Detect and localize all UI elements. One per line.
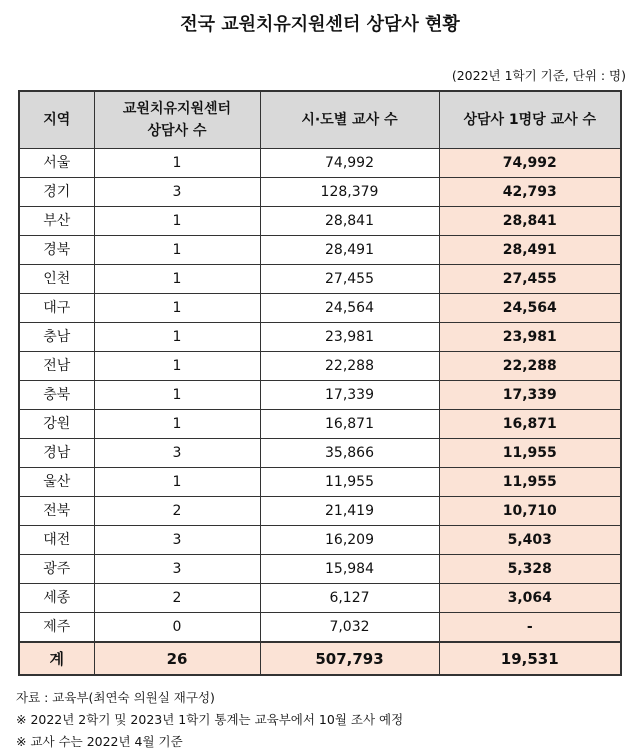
cell-region: 제주 (19, 613, 94, 643)
footnote-teacher-count: ※ 교사 수는 2022년 4월 기준 (16, 734, 183, 749)
cell-per-counselor: 24,564 (439, 294, 621, 323)
cell-counselors: 1 (94, 207, 260, 236)
cell-counselors: 1 (94, 236, 260, 265)
cell-per-counselor: 16,871 (439, 410, 621, 439)
table-header-row (19, 91, 621, 149)
cell-region: 부산 (19, 207, 94, 236)
cell-teachers: 11,955 (260, 468, 439, 497)
footnote-survey: ※ 2022년 2학기 및 2023년 1학기 통계는 교육부에서 10월 조사 예정 (16, 712, 404, 727)
cell-counselors: 1 (94, 468, 260, 497)
header-counselors (94, 91, 260, 149)
header-region: 지역 (19, 91, 94, 149)
header-per-counselor: 상담사 1명당 교사 수 (439, 91, 621, 149)
cell-per-counselor: 17,339 (439, 381, 621, 410)
cell-counselors: 1 (94, 323, 260, 352)
page-title: 전국 교원치유지원센터 상담사 현황 (180, 14, 460, 35)
cell-teachers: 24,564 (260, 294, 439, 323)
table-row (19, 381, 621, 410)
cell-teachers: 27,455 (260, 265, 439, 294)
table-row (19, 294, 621, 323)
cell-teachers: 21,419 (260, 497, 439, 526)
unit-note: (2022년 1학기 기준, 단위 : 명) (451, 68, 626, 83)
cell-teachers: 23,981 (260, 323, 439, 352)
cell-per-counselor: 42,793 (439, 178, 621, 207)
cell-per-counselor: 28,841 (439, 207, 621, 236)
table-row (19, 555, 621, 584)
header-counselors-line1: 교원치유지원센터 (122, 101, 232, 117)
total-counselors: 26 (94, 642, 260, 675)
cell-teachers: 16,871 (260, 410, 439, 439)
table-row (19, 149, 621, 178)
table-row (19, 207, 621, 236)
table-row (19, 178, 621, 207)
cell-counselors: 3 (94, 555, 260, 584)
cell-counselors: 1 (94, 381, 260, 410)
cell-teachers: 15,984 (260, 555, 439, 584)
cell-teachers: 28,841 (260, 207, 439, 236)
cell-per-counselor: 74,992 (439, 149, 621, 178)
cell-per-counselor: 10,710 (439, 497, 621, 526)
cell-region: 대전 (19, 526, 94, 555)
cell-counselors: 3 (94, 178, 260, 207)
cell-counselors: 3 (94, 526, 260, 555)
table-row (19, 410, 621, 439)
cell-per-counselor: 22,288 (439, 352, 621, 381)
cell-region: 전남 (19, 352, 94, 381)
cell-counselors: 3 (94, 439, 260, 468)
cell-region: 충남 (19, 323, 94, 352)
cell-region: 경기 (19, 178, 94, 207)
total-teachers: 507,793 (260, 642, 439, 675)
cell-counselors: 2 (94, 584, 260, 613)
cell-region: 경북 (19, 236, 94, 265)
cell-teachers: 35,866 (260, 439, 439, 468)
header-teachers: 시·도별 교사 수 (260, 91, 439, 149)
table-row (19, 584, 621, 613)
cell-counselors: 1 (94, 410, 260, 439)
table-row (19, 265, 621, 294)
total-region: 계 (19, 642, 94, 675)
cell-region: 세종 (19, 584, 94, 613)
cell-region: 인천 (19, 265, 94, 294)
total-per-counselor: 19,531 (439, 642, 621, 675)
table-body (19, 149, 621, 643)
table-row (19, 439, 621, 468)
source-note: 자료 : 교육부(최연숙 의원실 재구성) (16, 690, 215, 705)
cell-teachers: 22,288 (260, 352, 439, 381)
table-row (19, 236, 621, 265)
table-row (19, 352, 621, 381)
table-row (19, 497, 621, 526)
cell-counselors: 1 (94, 265, 260, 294)
cell-per-counselor: 5,403 (439, 526, 621, 555)
cell-teachers: 28,491 (260, 236, 439, 265)
cell-teachers: 6,127 (260, 584, 439, 613)
cell-per-counselor: 3,064 (439, 584, 621, 613)
header-counselors-line2: 상담사 수 (147, 123, 207, 139)
cell-region: 경남 (19, 439, 94, 468)
cell-per-counselor: 5,328 (439, 555, 621, 584)
cell-region: 충북 (19, 381, 94, 410)
total-row (19, 642, 621, 675)
table-row (19, 526, 621, 555)
table-row (19, 323, 621, 352)
cell-region: 울산 (19, 468, 94, 497)
table-row (19, 468, 621, 497)
table-row (19, 613, 621, 643)
cell-counselors: 0 (94, 613, 260, 643)
cell-region: 광주 (19, 555, 94, 584)
footnotes (16, 687, 403, 753)
cell-region: 강원 (19, 410, 94, 439)
cell-teachers: 7,032 (260, 613, 439, 643)
cell-per-counselor: 11,955 (439, 468, 621, 497)
cell-per-counselor: 27,455 (439, 265, 621, 294)
cell-per-counselor: 11,955 (439, 439, 621, 468)
cell-per-counselor: - (439, 613, 621, 643)
cell-counselors: 1 (94, 149, 260, 178)
cell-per-counselor: 23,981 (439, 323, 621, 352)
cell-counselors: 1 (94, 294, 260, 323)
cell-teachers: 128,379 (260, 178, 439, 207)
cell-region: 서울 (19, 149, 94, 178)
cell-teachers: 16,209 (260, 526, 439, 555)
cell-counselors: 2 (94, 497, 260, 526)
counselor-stats-table (18, 90, 622, 676)
cell-region: 전북 (19, 497, 94, 526)
cell-teachers: 17,339 (260, 381, 439, 410)
cell-counselors: 1 (94, 352, 260, 381)
cell-teachers: 74,992 (260, 149, 439, 178)
cell-per-counselor: 28,491 (439, 236, 621, 265)
cell-region: 대구 (19, 294, 94, 323)
